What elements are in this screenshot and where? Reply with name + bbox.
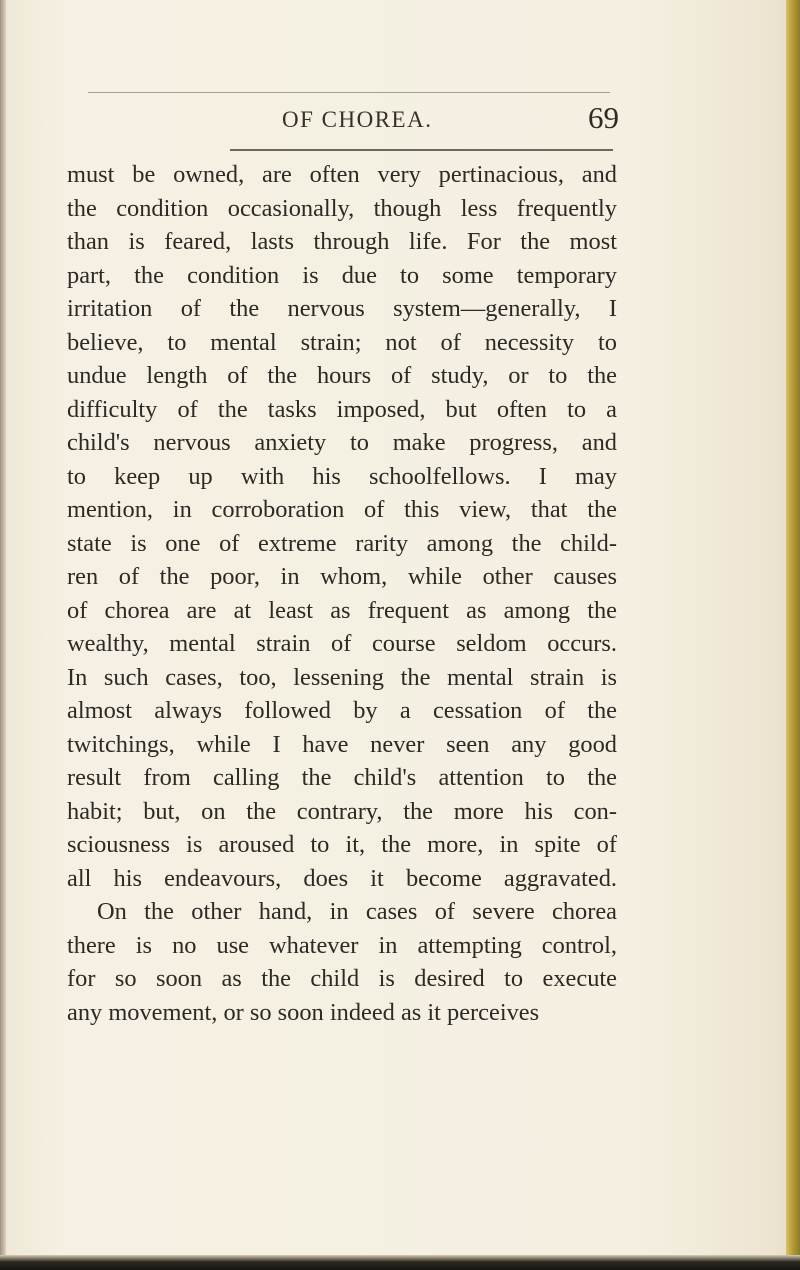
text-line: ren of the poor, in whom, while other causes — [67, 563, 617, 590]
text-line: of chorea are at least as frequent as among the — [67, 596, 617, 624]
running-head-title: OF CHOREA. — [282, 107, 433, 132]
text-line: part, the condition is due to some temporary — [67, 261, 617, 289]
text-line: sciousness is aroused to it, the more, in spite of — [67, 831, 617, 858]
text-line: state is one of extreme rarity among the child- — [67, 529, 617, 557]
text-line: to keep up with his schoolfellows. I may — [67, 462, 617, 490]
text-line: almost always followed by a cessation of the — [67, 697, 617, 724]
text-line: must be owned, are often very pertinacious, and — [67, 161, 617, 188]
text-line: child's nervous anxiety to make progress, and — [67, 429, 617, 456]
text-line: difficulty of the tasks imposed, but often to a — [67, 395, 617, 423]
text-line: On the other hand, in cases of severe chorea — [97, 898, 617, 925]
text-line: there is no use whatever in attempting control, — [67, 931, 617, 959]
text-line: any movement, or so soon indeed as it perceives — [67, 998, 540, 1026]
text-line: twitchings, while I have never seen any good — [67, 730, 617, 758]
left-page-edge — [0, 0, 6, 1270]
text-line: than is feared, lasts through life. For the most — [67, 228, 617, 255]
text-line: mention, in corroboration of this view, that the — [67, 496, 617, 523]
text-line: result from calling the child's attention to the — [67, 764, 617, 791]
header-bottom-rule — [230, 149, 613, 151]
text-line: all his endeavours, does it become aggravated. — [67, 864, 617, 892]
text-line: wealthy, mental strain of course seldom occurs. — [67, 630, 617, 657]
text-line: for so soon as the child is desired to execute — [67, 965, 617, 992]
text-line: the condition occasionally, though less frequently — [67, 194, 617, 222]
body-text — [67, 158, 617, 1029]
text-line: undue length of the hours of study, or to the — [67, 362, 617, 389]
header-top-rule — [88, 92, 610, 93]
gilt-page-edge — [786, 0, 800, 1270]
text-line: irritation of the nervous system—generally, I — [67, 295, 617, 322]
text-line: habit; but, on the contrary, the more his con- — [67, 797, 617, 825]
bottom-page-edge — [0, 1255, 800, 1270]
text-line: In such cases, too, lessening the mental strain is — [67, 663, 617, 691]
page-number: 69 — [588, 100, 619, 135]
text-line: believe, to mental strain; not of necessity to — [67, 328, 617, 356]
